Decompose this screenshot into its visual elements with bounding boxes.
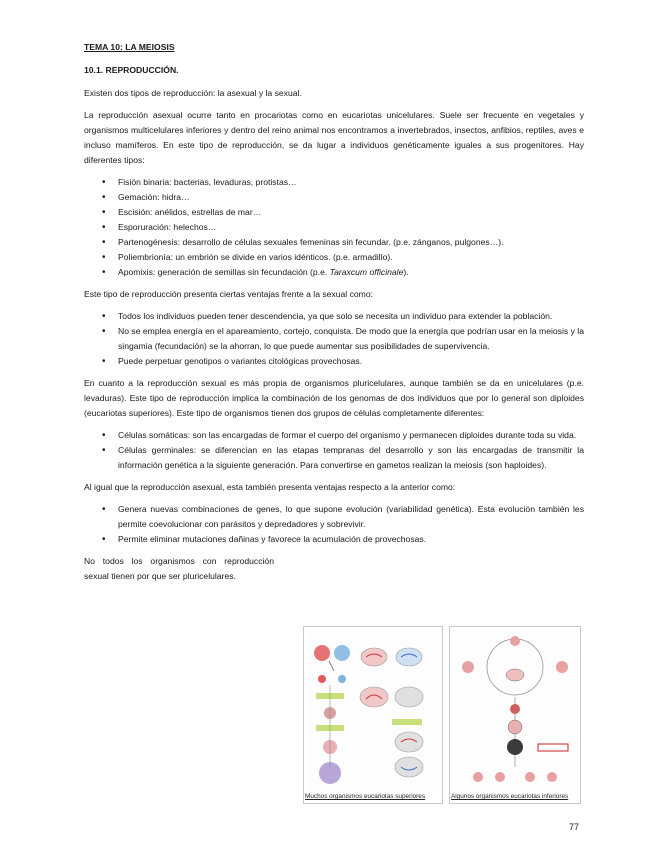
page-number: 77 (569, 822, 580, 832)
list-item: • Escisión: anélidos, estrellas de mar… (118, 205, 584, 220)
intro-paragraph: Existen dos tipos de reproducción: la asexual y la sexual. (84, 88, 302, 98)
advantages-asexual-intro: Este tipo de reproducción presenta ciertas ventajas frente a la sexual como: (84, 289, 374, 299)
list-item: • No se emplea energía en el apareamiento, cortejo, conquista. De modo que la energía que podrían usar en la meiosis y la singamia (fecundación) se la ahorran, lo que puede aumentar sus posibilidades de supervivencia. (118, 324, 584, 354)
advantages-sexual-intro: Al igual que la reproducción asexual, esta también presenta ventajas respecto a la anterior como: (84, 482, 456, 492)
list-item: • Puede perpetuar genotipos o variantes citológicas provechosas. (118, 354, 584, 369)
list-item: • Células somáticas: son las encargadas de formar el cuerpo del organismo y permanecen diploides durante toda su vida. (118, 428, 584, 443)
cell-groups-list (84, 428, 584, 473)
life-cycle-diagram-higher (303, 626, 443, 804)
list-item: • Fisión binaria: bacterias, levaduras, protistas… (118, 175, 584, 190)
list-item: • Gemación: hidra… (118, 190, 584, 205)
list-item: • Genera nuevas combinaciones de genes, lo que supone evolución (variabilidad genética). Esta evolución también les permite coevolucionar con parásitos y depredadores y sobrevivir. (118, 502, 584, 532)
section-title: 10.1. REPRODUCCIÓN. (84, 65, 179, 75)
list-item: • Todos los individuos pueden tener descendencia, ya que solo se necesita un individuo para extender la población. (118, 309, 584, 324)
life-cycle-illustration (304, 627, 442, 793)
asexual-types-list (84, 175, 584, 280)
life-cycle-diagram-lower (449, 626, 581, 804)
list-item: • Permite eliminar mutaciones dañinas y favorece la acumulación de provechosas. (118, 532, 584, 547)
list-item: • Partenogénesis: desarrollo de células sexuales femeninas sin fecundar. (p.e. zánganos, pulgones…). (118, 235, 584, 250)
list-item: • Células germinales: se diferencian en las etapas tempranas del desarrollo y son las encargadas de transmitir la información genética a la siguiente generación. Para convertirse en gametos realizan la meiosis (son haploides). (118, 443, 584, 473)
list-item: • Apomixis: generación de semillas sin fecundación (p.e. Taraxcum officinale). (118, 265, 584, 280)
list-item: • Esporuración: helechos… (118, 220, 584, 235)
figure-caption-right: Algunos organismos eucariotas inferiores (451, 793, 569, 800)
advantages-sexual-list (84, 502, 584, 547)
page-title: TEMA 10: LA MEIOSIS (84, 42, 175, 52)
list-item: • Poliembrionía: un embrión se divide en varios idénticos. (p.e. armadillo). (118, 250, 584, 265)
advantages-asexual-list (84, 309, 584, 369)
fungal-cycle-illustration (450, 627, 580, 793)
page-content (84, 40, 584, 591)
asexual-paragraph: La reproducción asexual ocurre tanto en procariotas como en eucariotas unicelulares. Suele ser frecuente en vegetales y organismos multicelulares inferiores y dentro del reino animal nos encontramos a invertebrados, insectos, anfibios, reptiles, aves e incluso mamíferos. En este tipo de reproducción, se da lugar a individuos genéticamente iguales a sus progenitores. Hay diferentes tipos: (84, 110, 584, 165)
figure-caption-left: Muchos organismos eucariotas superiores (305, 793, 426, 800)
sexual-paragraph: En cuanto a la reproducción sexual es más propia de organismos pluricelulares, aunque también se da en unicelulares (p.e. levaduras). Este tipo de reproducción implica la combinación de los genomas de dos individuos que por lo general son diploides (eucariotas superiores). Este tipo de organismos tienen dos grupos de células completamente diferentes: (84, 378, 584, 418)
closing-paragraph: No todos los organismos con reproducción sexual tienen por que ser pluricelulares. (84, 556, 274, 581)
